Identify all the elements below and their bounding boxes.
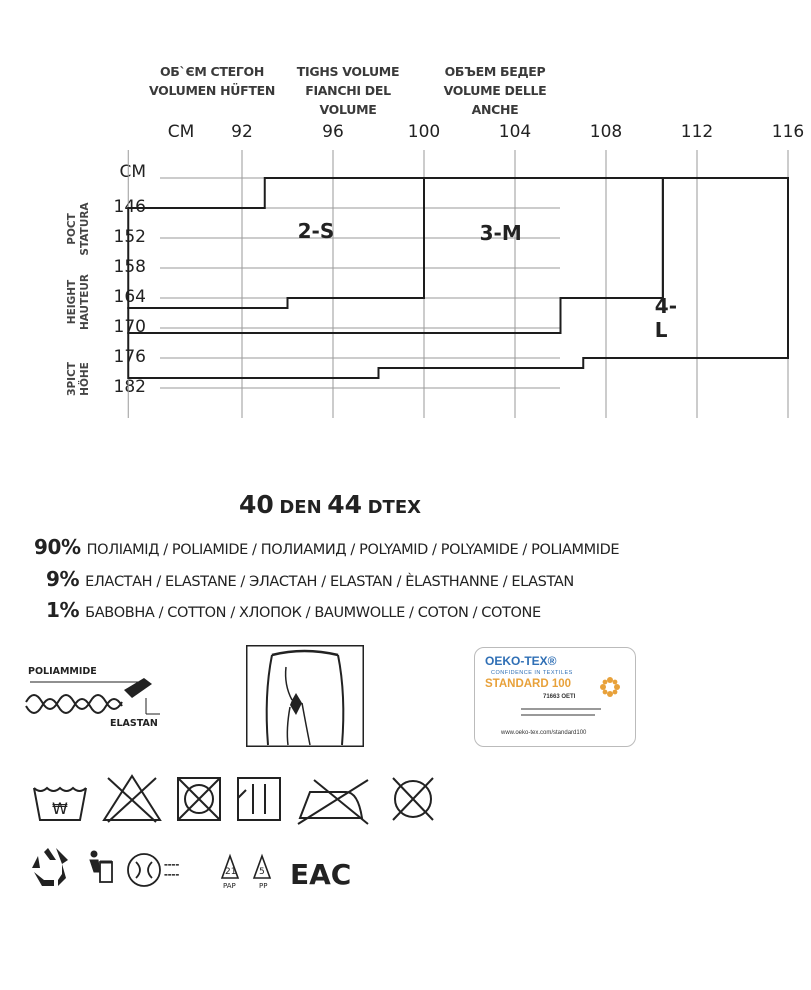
composition-row xyxy=(46,567,574,591)
density-line xyxy=(0,490,660,519)
composition-percent: 1% xyxy=(46,598,80,622)
tights-diagram-icon xyxy=(246,645,364,747)
volume-header-line: VOLUME DELLE ANCHE xyxy=(443,83,547,117)
size-label: 2-S xyxy=(297,218,335,243)
green-dot-icon xyxy=(128,854,179,886)
y-tick-label: 176 xyxy=(113,347,146,367)
pp5-icon xyxy=(254,856,270,878)
y-tick-label: 146 xyxy=(113,197,146,217)
tidy-man-icon xyxy=(90,851,112,882)
pap21-code: 21 xyxy=(225,867,237,877)
oeko-url: www.oeko-tex.com/standard100 xyxy=(501,730,587,736)
care-symbols xyxy=(28,770,638,830)
composition-text: БАВОВНА / COTTON / ХЛОПОК / BAUMWOLLE / COTON / COTONE xyxy=(85,605,541,621)
no-iron-icon xyxy=(298,780,368,824)
volume-header-line: VOLUMEN HÜFTEN xyxy=(148,83,276,98)
y-unit-label: CM xyxy=(119,162,146,182)
height-label-line: STATURA xyxy=(79,202,91,256)
no-bleach-icon xyxy=(104,776,160,822)
fiber-label-top: POLIAMMIDE xyxy=(28,666,97,677)
height-label-line: HEIGHT xyxy=(66,279,78,325)
x-unit-label: CM xyxy=(167,122,195,142)
y-tick-label: 170 xyxy=(113,317,146,337)
volume-header-line: ОБ`ЄМ СТЕГОН xyxy=(159,64,265,79)
den-unit: DEN xyxy=(279,497,322,518)
x-tick-label: 104 xyxy=(498,122,532,142)
x-tick-label: 112 xyxy=(680,122,714,142)
composition-text: ЕЛАСТАН / ELASTANE / ЭЛАСТАН / ELASTAN / ÈLASTHANNE / ELASTAN xyxy=(85,574,574,590)
no-tumble-dry-icon xyxy=(178,778,220,820)
svg-text:▬▬▬▬: ▬▬▬▬ xyxy=(164,872,180,877)
size-label: 4-L xyxy=(654,293,678,342)
oeko-brand: OEKO-TEX® xyxy=(485,654,557,668)
x-tick-label: 100 xyxy=(407,122,441,142)
volume-header-line: FIANCHI DEL VOLUME xyxy=(305,83,391,117)
x-tick-label: 108 xyxy=(589,122,623,142)
fiber-twist-icon xyxy=(20,660,180,730)
eac-mark: EAC xyxy=(290,858,352,891)
no-dry-clean-icon xyxy=(393,778,433,820)
oeko-fineprint-line xyxy=(521,708,601,710)
wash-40-icon xyxy=(34,788,86,820)
pp5-label: PP xyxy=(259,882,268,890)
composition-row xyxy=(46,598,541,622)
volume-header-line: TIGHS VOLUME xyxy=(296,64,400,79)
y-tick-label: 158 xyxy=(113,257,146,277)
y-tick-label: 152 xyxy=(113,227,146,247)
height-label-line: РОСТ xyxy=(66,213,78,245)
recycling-symbols xyxy=(28,842,358,902)
pap21-icon xyxy=(222,856,238,878)
recycle-icon xyxy=(32,848,68,886)
composition-percent: 90% xyxy=(34,535,81,559)
fiber-label-bottom: ELASTAN xyxy=(110,718,158,729)
composition-text: ПОЛІАМІД / POLIAMIDE / ПОЛИАМИД / POLYAMID / POLYAMIDE / POLIAMMIDE xyxy=(86,542,620,558)
drip-dry-icon xyxy=(238,778,280,820)
x-tick-label: 116 xyxy=(771,122,805,142)
oeko-fineprint-line xyxy=(521,714,595,716)
composition-percent: 9% xyxy=(46,567,80,591)
size-region-2-s xyxy=(128,178,424,308)
den-value: 40 xyxy=(238,490,274,519)
svg-text:₩: ₩ xyxy=(52,799,68,818)
height-label-line: ЗРІСТ xyxy=(66,362,78,396)
x-tick-label: 92 xyxy=(231,122,253,142)
oeko-standard: STANDARD 100 xyxy=(485,678,572,690)
y-tick-label: 182 xyxy=(113,377,146,397)
oeko-flower-icon xyxy=(599,676,621,698)
volume-header-line: ОБЪЕМ БЕДЕР xyxy=(444,64,546,79)
composition-row xyxy=(34,535,619,559)
svg-text:▬▬▬▬: ▬▬▬▬ xyxy=(164,862,180,867)
dtex-unit: DTEX xyxy=(367,497,422,518)
oeko-tagline: CONFIDENCE IN TEXTILES xyxy=(491,670,573,676)
pp5-code: 5 xyxy=(259,867,265,877)
dtex-value: 44 xyxy=(327,490,363,519)
y-tick-label: 164 xyxy=(113,287,146,307)
height-label-line: HÖHE xyxy=(79,362,91,396)
oeko-tex-label xyxy=(474,647,636,747)
oeko-code: 71663 OETI xyxy=(543,694,576,700)
height-label-line: HAUTEUR xyxy=(79,273,91,331)
size-label: 3-M xyxy=(479,221,522,245)
pap21-label: PAP xyxy=(223,882,236,890)
size-region-3-m xyxy=(128,178,663,333)
x-tick-label: 96 xyxy=(322,122,344,142)
